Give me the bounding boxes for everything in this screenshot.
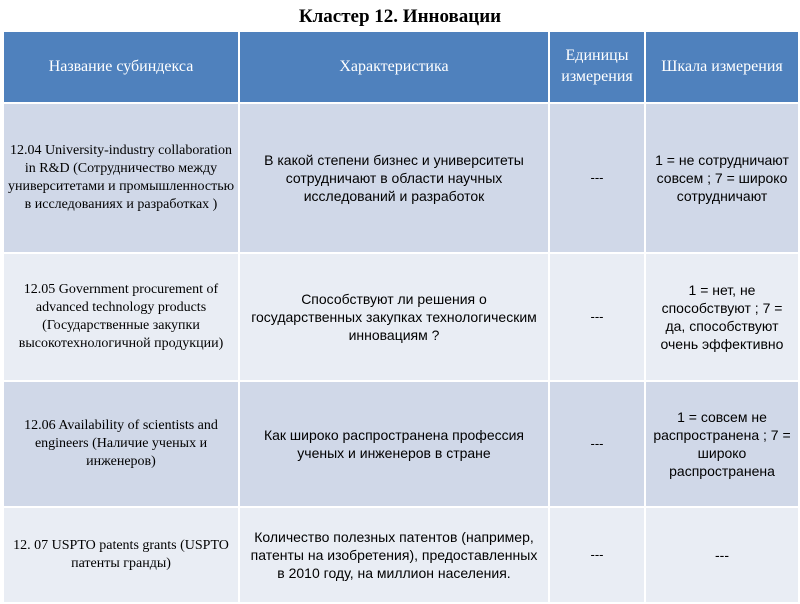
row-description: В какой степени бизнес и университеты сотрудничают в области научных исследований и разработок <box>239 103 549 253</box>
column-header-name: Название субиндекса <box>3 31 239 103</box>
row-scale: 1 = не сотрудничают совсем ; 7 = широко сотрудничают <box>645 103 799 253</box>
row-scale: 1 = нет, не способствуют ; 7 = да, способствуют очень эффективно <box>645 253 799 381</box>
row-subindex-name: 12. 07 USPTO patents grants (USPTO патенты гранды) <box>3 507 239 603</box>
row-units: --- <box>549 103 645 253</box>
row-units: --- <box>549 253 645 381</box>
row-description: Количество полезных патентов (например, патенты на изобретения), предоставленных в 2010 году, на миллион населения. <box>239 507 549 603</box>
row-description: Способствуют ли решения о государственных закупках технологическим инновациям ? <box>239 253 549 381</box>
innovation-subindex-table <box>2 30 800 604</box>
column-header-units: Единицы измерения <box>549 31 645 103</box>
row-units: --- <box>549 381 645 507</box>
row-subindex-name: 12.05 Government procurement of advanced technology products (Государственные закупки высокотехнологичной продукции) <box>3 253 239 381</box>
table-row <box>3 507 799 603</box>
row-scale: 1 = совсем не распространена ; 7 = широко распространена <box>645 381 799 507</box>
column-header-scale: Шкала измерения <box>645 31 799 103</box>
table-row <box>3 381 799 507</box>
column-header-description: Характеристика <box>239 31 549 103</box>
row-scale: --- <box>645 507 799 603</box>
table-row <box>3 103 799 253</box>
table-row <box>3 253 799 381</box>
row-subindex-name: 12.06 Availability of scientists and engineers (Наличие ученых и инженеров) <box>3 381 239 507</box>
table-header-row <box>3 31 799 103</box>
row-subindex-name: 12.04 University-industry collaboration in R&D (Сотрудничество между университетами и промышленностью в исследованиях и разработках ) <box>3 103 239 253</box>
row-description: Как широко распространена профессия ученых и инженеров в стране <box>239 381 549 507</box>
row-units: --- <box>549 507 645 603</box>
page-title: Кластер 12. Инновации <box>298 6 502 27</box>
